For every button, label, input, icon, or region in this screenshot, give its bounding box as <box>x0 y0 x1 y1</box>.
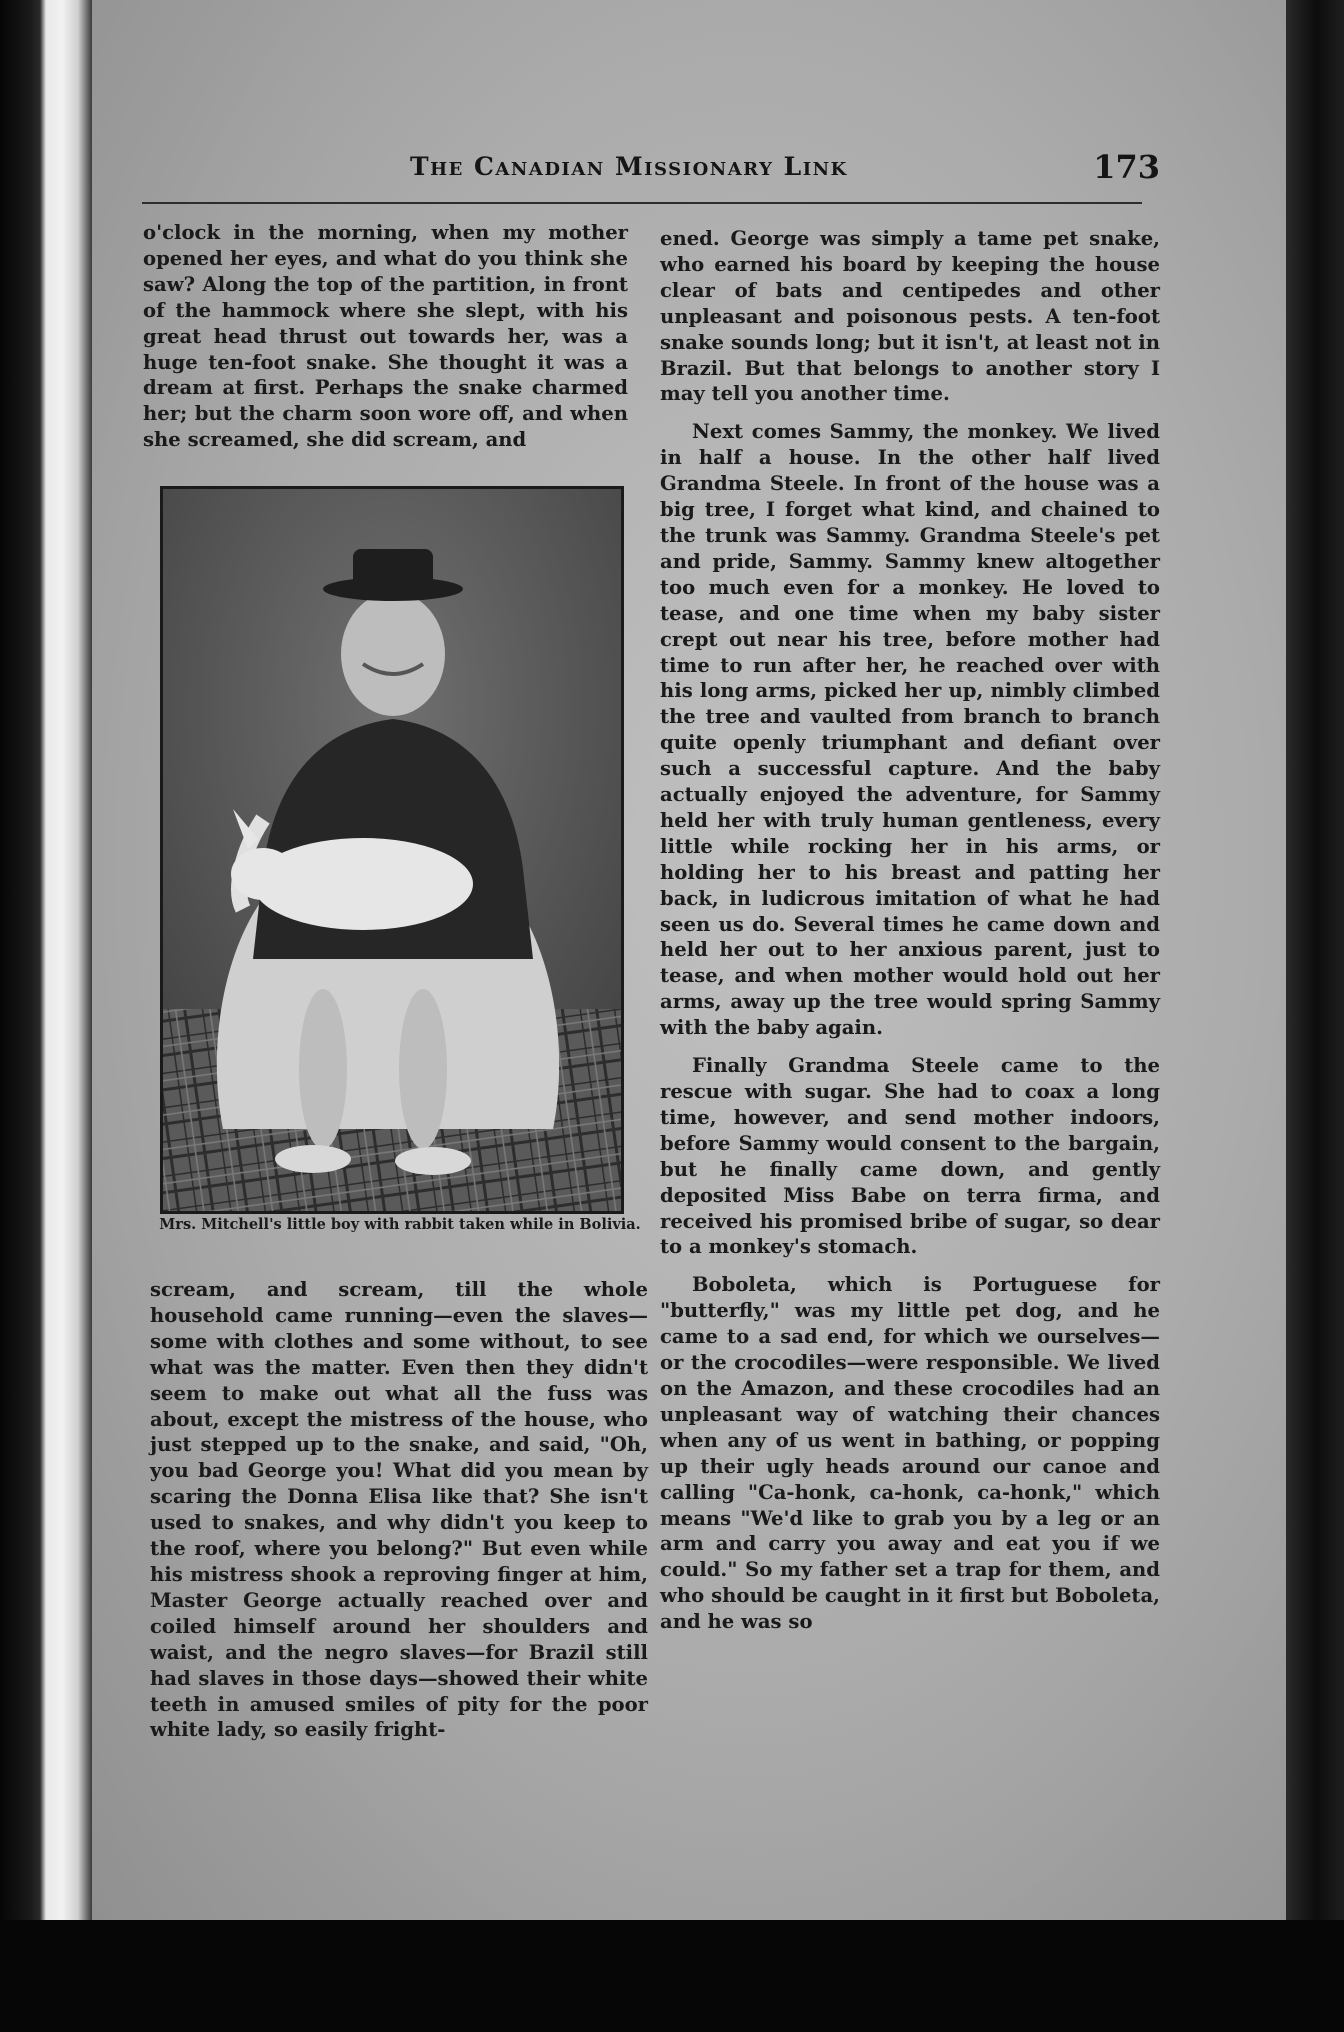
left-column-top <box>143 220 628 453</box>
paragraph: Next comes Sammy, the monkey. We lived in half a house. In the other half lived Grandma Steele. In front of the house was a big tree, I forget what kind, and chained to the trunk was Sammy. Grandma Steele's pet and pride, Sammy. Sammy knew altogether too much even for a monkey. He loved to tease, and one time when my baby sister crept out near his tree, before mother had time to run after her, he reached over with his long arms, picked her up, nimbly climbed the tree and vaulted from branch to branch quite openly triumphant and defiant over such a successful capture. And the baby actually enjoyed the adventure, for Sammy held her with truly human gentleness, every little while rocking her in his arms, or holding her to his breast and patting her back, in ludicrous imitation of what he had seen us do. Several times he came down and held her out to her anxious parent, just to tease, and when mother would hold out her arms, away up the tree would spring Sammy with the baby again. <box>660 420 1160 1040</box>
figure-caption: Mrs. Mitchell's little boy with rabbit taken while in Bolivia. <box>159 1216 641 1233</box>
journal-title: The Canadian Missionary Link <box>410 152 848 181</box>
paragraph: scream, and scream, till the whole household came running—even the slaves—some with clothes and some without, to see what was the matter. Even then they didn't seem to make out what all the fuss was about, except the mistress of the house, who just stepped up to the snake, and said, "Oh, you bad George you! What did you mean by scaring the Donna Elisa like that? She isn't used to snakes, and why didn't you keep to the roof, where you belong?" But even while his mistress shook a reproving finger at him, Master George actually reached over and coiled himself around her shoulders and waist, and the negro slaves—for Brazil still had slaves in those days—showed their white teeth in amused smiles of pity for the poor white lady, so easily fright- <box>150 1278 648 1742</box>
photograph-boy-with-rabbit <box>160 486 624 1214</box>
paragraph: ened. George was simply a tame pet snake, who earned his board by keeping the house clear of bats and centipedes and other unpleasant and poisonous pests. A ten-foot snake sounds long; but it isn't, at least not in Brazil. But that belongs to another story I may tell you another time. <box>660 227 1160 406</box>
running-header <box>300 148 1160 196</box>
page-number: 173 <box>1093 148 1160 186</box>
header-rule <box>142 202 1142 204</box>
paragraph: o'clock in the morning, when my mother opened her eyes, and what do you think she saw? Along the top of the partition, in front of the hammock where she slept, with his great head thrust out towards her, was a huge ten-foot snake. She thought it was a dream at first. Perhaps the snake charmed her; but the charm soon wore off, and when she screamed, she did scream, and <box>143 221 628 452</box>
paragraph: Boboleta, which is Portuguese for "butterfly," was my little pet dog, and he came to a sad end, for which we ourselves—or the crocodiles—were responsible. We lived on the Amazon, and these crocodiles had an unpleasant way of watching their chances when any of us went in bathing, or popping up their ugly heads around our canoe and calling "Ca-honk, ca-honk, ca-honk," which means "We'd like to grab you by a leg or an arm and carry you away and eat you if we could." So my father set a trap for them, and who should be caught in it first but Boboleta, and he was so <box>660 1273 1160 1634</box>
page-right-edge <box>1286 0 1344 1920</box>
left-column-bottom <box>150 1277 648 1743</box>
page-bottom-edge <box>0 1920 1344 2032</box>
paragraph: Finally Grandma Steele came to the rescue with sugar. She had to coax a long time, however, and send mother indoors, before Sammy would consent to the bargain, but he finally came down, and gently deposited Miss Babe on terra firma, and received his promised bribe of sugar, so dear to a monkey's stomach. <box>660 1054 1160 1259</box>
right-column <box>660 226 1160 1635</box>
book-spine-shadow <box>0 0 92 2032</box>
